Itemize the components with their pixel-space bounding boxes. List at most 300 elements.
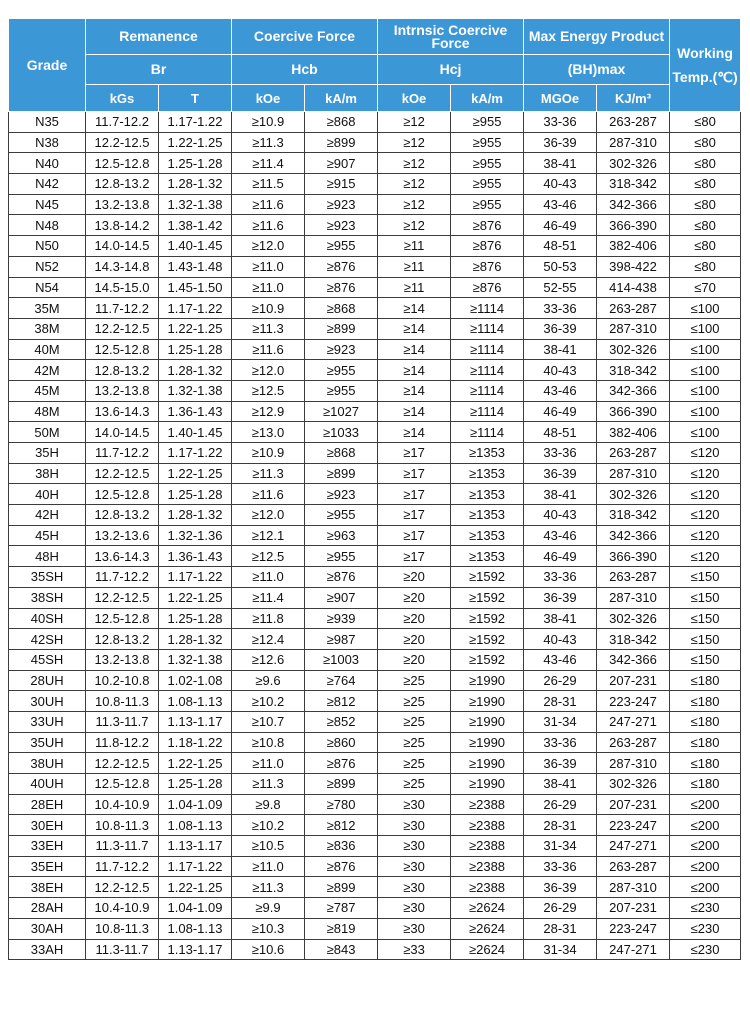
unit-kam-hcj-header: kA/m [451, 85, 524, 112]
working-temp-cell: ≤80 [670, 112, 741, 133]
hcj-kam-cell: ≥955 [451, 112, 524, 133]
bhmax-kjm3-cell: 287-310 [597, 753, 670, 774]
working-temp-cell: ≤80 [670, 132, 741, 153]
grade-cell: 40UH [9, 774, 86, 795]
hcb-koe-cell: ≥12.1 [232, 525, 305, 546]
br-t-cell: 1.22-1.25 [159, 587, 232, 608]
bhmax-mgoe-cell: 40-43 [524, 360, 597, 381]
table-row [9, 318, 741, 339]
br-kgs-cell: 13.6-14.3 [86, 401, 159, 422]
hcj-koe-cell: ≥14 [378, 318, 451, 339]
hcj-kam-cell: ≥955 [451, 153, 524, 174]
br-t-cell: 1.08-1.13 [159, 918, 232, 939]
bhmax-kjm3-cell: 302-326 [597, 484, 670, 505]
br-kgs-cell: 12.5-12.8 [86, 339, 159, 360]
hcj-koe-cell: ≥25 [378, 711, 451, 732]
br-kgs-cell: 11.7-12.2 [86, 112, 159, 133]
bhmax-kjm3-cell: 342-366 [597, 380, 670, 401]
bhmax-mgoe-cell: 36-39 [524, 587, 597, 608]
br-kgs-cell: 10.8-11.3 [86, 691, 159, 712]
table-row [9, 670, 741, 691]
table-row [9, 856, 741, 877]
hcb-koe-cell: ≥11.5 [232, 174, 305, 195]
bhmax-mgoe-cell: 38-41 [524, 608, 597, 629]
bhmax-kjm3-cell: 207-231 [597, 794, 670, 815]
bhmax-mgoe-cell: 26-29 [524, 670, 597, 691]
br-t-cell: 1.17-1.22 [159, 567, 232, 588]
grade-cell: N48 [9, 215, 86, 236]
table-row [9, 401, 741, 422]
table-row [9, 546, 741, 567]
bhmax-kjm3-cell: 318-342 [597, 174, 670, 195]
grade-cell: N38 [9, 132, 86, 153]
grade-cell: 33AH [9, 939, 86, 960]
hcj-koe-cell: ≥17 [378, 546, 451, 567]
bhmax-kjm3-cell: 302-326 [597, 339, 670, 360]
grade-header: Grade [9, 19, 86, 112]
working-temp-cell: ≤180 [670, 711, 741, 732]
hcb-kam-cell: ≥860 [305, 732, 378, 753]
grade-cell: 38SH [9, 587, 86, 608]
table-row [9, 422, 741, 443]
grade-cell: 42SH [9, 629, 86, 650]
br-t-cell: 1.28-1.32 [159, 505, 232, 526]
working-temp-cell: ≤230 [670, 898, 741, 919]
bhmax-kjm3-cell: 247-271 [597, 711, 670, 732]
br-kgs-cell: 12.8-13.2 [86, 505, 159, 526]
table-row [9, 939, 741, 960]
grade-cell: 42M [9, 360, 86, 381]
br-t-cell: 1.22-1.25 [159, 753, 232, 774]
bhmax-mgoe-cell: 38-41 [524, 484, 597, 505]
grade-cell: N42 [9, 174, 86, 195]
bhmax-kjm3-cell: 366-390 [597, 401, 670, 422]
hcb-kam-cell: ≥899 [305, 318, 378, 339]
br-t-cell: 1.25-1.28 [159, 339, 232, 360]
hcb-kam-cell: ≥955 [305, 236, 378, 257]
hcb-kam-cell: ≥923 [305, 339, 378, 360]
bhmax-mgoe-cell: 33-36 [524, 112, 597, 133]
hcb-koe-cell: ≥10.5 [232, 836, 305, 857]
table-row [9, 629, 741, 650]
hcj-kam-cell: ≥2388 [451, 794, 524, 815]
hcb-koe-cell: ≥11.4 [232, 153, 305, 174]
hcb-kam-cell: ≥955 [305, 505, 378, 526]
hcj-koe-cell: ≥20 [378, 649, 451, 670]
hcj-koe-cell: ≥17 [378, 463, 451, 484]
br-kgs-cell: 13.2-13.8 [86, 194, 159, 215]
bhmax-mgoe-cell: 40-43 [524, 629, 597, 650]
hcb-koe-cell: ≥12.9 [232, 401, 305, 422]
bhmax-kjm3-cell: 223-247 [597, 918, 670, 939]
grade-cell: 35UH [9, 732, 86, 753]
working-temp-cell: ≤120 [670, 484, 741, 505]
hcb-koe-cell: ≥12.5 [232, 380, 305, 401]
working-temp-cell: ≤100 [670, 422, 741, 443]
grade-cell: 38H [9, 463, 86, 484]
br-t-cell: 1.17-1.22 [159, 856, 232, 877]
table-row [9, 215, 741, 236]
bhmax-kjm3-cell: 287-310 [597, 877, 670, 898]
grade-cell: 38EH [9, 877, 86, 898]
bhmax-mgoe-cell: 38-41 [524, 774, 597, 795]
br-t-cell: 1.43-1.48 [159, 256, 232, 277]
hcb-kam-cell: ≥899 [305, 463, 378, 484]
hcj-kam-cell: ≥2624 [451, 898, 524, 919]
table-row [9, 794, 741, 815]
bhmax-mgoe-cell: 33-36 [524, 443, 597, 464]
hcb-kam-cell: ≥899 [305, 132, 378, 153]
grade-cell: 35SH [9, 567, 86, 588]
hcj-kam-cell: ≥1592 [451, 567, 524, 588]
hcb-koe-cell: ≥9.8 [232, 794, 305, 815]
bhmax-kjm3-cell: 207-231 [597, 898, 670, 919]
hcb-koe-cell: ≥11.3 [232, 877, 305, 898]
table-row [9, 505, 741, 526]
hcj-kam-cell: ≥1592 [451, 587, 524, 608]
br-kgs-cell: 14.0-14.5 [86, 422, 159, 443]
hcb-kam-cell: ≥1027 [305, 401, 378, 422]
br-t-cell: 1.36-1.43 [159, 401, 232, 422]
br-kgs-cell: 10.8-11.3 [86, 815, 159, 836]
hcb-koe-cell: ≥9.9 [232, 898, 305, 919]
working-temp-cell: ≤200 [670, 877, 741, 898]
bhmax-kjm3-cell: 366-390 [597, 215, 670, 236]
grade-cell: 30UH [9, 691, 86, 712]
table-row [9, 836, 741, 857]
bhmax-mgoe-cell: 26-29 [524, 794, 597, 815]
working-temp-cell: ≤180 [670, 670, 741, 691]
bhmax-mgoe-cell: 28-31 [524, 918, 597, 939]
table-row [9, 691, 741, 712]
bhmax-kjm3-cell: 263-287 [597, 443, 670, 464]
hcb-kam-cell: ≥955 [305, 546, 378, 567]
hcj-koe-cell: ≥30 [378, 918, 451, 939]
working-temp-cell: ≤150 [670, 567, 741, 588]
working-temp-header [670, 19, 741, 112]
table-row [9, 732, 741, 753]
br-kgs-cell: 10.4-10.9 [86, 794, 159, 815]
hcj-kam-cell: ≥876 [451, 236, 524, 257]
hcb-koe-cell: ≥11.3 [232, 318, 305, 339]
hcj-kam-cell: ≥955 [451, 132, 524, 153]
table-row [9, 608, 741, 629]
grade-cell: 28EH [9, 794, 86, 815]
bhmax-mgoe-cell: 33-36 [524, 567, 597, 588]
hcj-koe-cell: ≥30 [378, 877, 451, 898]
hcb-kam-cell: ≥915 [305, 174, 378, 195]
bhmax-kjm3-cell: 247-271 [597, 836, 670, 857]
bhmax-kjm3-cell: 302-326 [597, 608, 670, 629]
hcj-kam-cell: ≥1592 [451, 649, 524, 670]
hcj-kam-cell: ≥1353 [451, 463, 524, 484]
grade-cell: 40H [9, 484, 86, 505]
br-t-cell: 1.45-1.50 [159, 277, 232, 298]
hcj-kam-cell: ≥1353 [451, 546, 524, 567]
hcb-kam-cell: ≥780 [305, 794, 378, 815]
hcb-kam-cell: ≥876 [305, 256, 378, 277]
working-temp-cell: ≤200 [670, 836, 741, 857]
hcb-koe-cell: ≥12.4 [232, 629, 305, 650]
working-temp-cell: ≤80 [670, 256, 741, 277]
hcb-koe-cell: ≥11.3 [232, 132, 305, 153]
hcb-kam-cell: ≥939 [305, 608, 378, 629]
bhmax-kjm3-cell: 207-231 [597, 670, 670, 691]
hcj-kam-cell: ≥2388 [451, 815, 524, 836]
hcj-koe-cell: ≥11 [378, 236, 451, 257]
br-t-cell: 1.04-1.09 [159, 794, 232, 815]
unit-mgoe-header: MGOe [524, 85, 597, 112]
grade-cell: 35M [9, 298, 86, 319]
table-row [9, 298, 741, 319]
hcj-koe-cell: ≥25 [378, 691, 451, 712]
working-temp-line2: Temp.(℃) [672, 69, 738, 85]
bhmax-mgoe-cell: 40-43 [524, 505, 597, 526]
hcj-kam-cell: ≥1353 [451, 525, 524, 546]
br-t-cell: 1.18-1.22 [159, 732, 232, 753]
bhmax-kjm3-cell: 263-287 [597, 567, 670, 588]
hcj-kam-cell: ≥876 [451, 277, 524, 298]
hcj-kam-cell: ≥2388 [451, 836, 524, 857]
hcj-header: Hcj [378, 55, 524, 85]
bhmax-mgoe-cell: 26-29 [524, 898, 597, 919]
grade-cell: N35 [9, 112, 86, 133]
working-temp-cell: ≤150 [670, 608, 741, 629]
bhmax-kjm3-cell: 263-287 [597, 732, 670, 753]
hcb-kam-cell: ≥876 [305, 567, 378, 588]
hcj-kam-cell: ≥1114 [451, 401, 524, 422]
hcj-koe-cell: ≥12 [378, 215, 451, 236]
table-row [9, 153, 741, 174]
br-t-cell: 1.04-1.09 [159, 898, 232, 919]
grade-cell: 48M [9, 401, 86, 422]
grade-cell: N54 [9, 277, 86, 298]
hcj-koe-cell: ≥12 [378, 194, 451, 215]
table-row [9, 132, 741, 153]
hcb-kam-cell: ≥852 [305, 711, 378, 732]
bhmax-mgoe-cell: 31-34 [524, 711, 597, 732]
hcb-kam-cell: ≥876 [305, 856, 378, 877]
grade-cell: 33UH [9, 711, 86, 732]
br-t-cell: 1.28-1.32 [159, 629, 232, 650]
bhmax-kjm3-cell: 318-342 [597, 629, 670, 650]
hcb-koe-cell: ≥11.8 [232, 608, 305, 629]
br-t-cell: 1.38-1.42 [159, 215, 232, 236]
br-kgs-cell: 13.2-13.6 [86, 525, 159, 546]
hcj-kam-cell: ≥2388 [451, 877, 524, 898]
hcj-kam-cell: ≥1990 [451, 691, 524, 712]
table-row [9, 380, 741, 401]
hcb-koe-cell: ≥10.9 [232, 112, 305, 133]
br-t-cell: 1.25-1.28 [159, 608, 232, 629]
bhmax-kjm3-cell: 382-406 [597, 422, 670, 443]
hcb-kam-cell: ≥836 [305, 836, 378, 857]
grade-cell: 35EH [9, 856, 86, 877]
magnet-grade-table-container [8, 18, 740, 960]
hcb-koe-cell: ≥11.4 [232, 587, 305, 608]
hcj-koe-cell: ≥14 [378, 401, 451, 422]
br-t-cell: 1.28-1.32 [159, 360, 232, 381]
grade-cell: 30EH [9, 815, 86, 836]
hcb-koe-cell: ≥11.6 [232, 215, 305, 236]
hcb-kam-cell: ≥923 [305, 215, 378, 236]
hcb-kam-cell: ≥923 [305, 194, 378, 215]
grade-cell: 28AH [9, 898, 86, 919]
hcj-koe-cell: ≥12 [378, 153, 451, 174]
table-row [9, 877, 741, 898]
working-temp-cell: ≤120 [670, 443, 741, 464]
coercive-force-header: Coercive Force [232, 19, 378, 55]
grade-cell: 45SH [9, 649, 86, 670]
working-temp-cell: ≤230 [670, 939, 741, 960]
br-t-cell: 1.13-1.17 [159, 711, 232, 732]
br-t-cell: 1.32-1.36 [159, 525, 232, 546]
hcj-koe-cell: ≥14 [378, 360, 451, 381]
grade-cell: 45H [9, 525, 86, 546]
bhmax-mgoe-cell: 48-51 [524, 236, 597, 257]
br-kgs-cell: 11.7-12.2 [86, 443, 159, 464]
table-row [9, 753, 741, 774]
working-temp-cell: ≤80 [670, 215, 741, 236]
hcb-koe-cell: ≥11.3 [232, 463, 305, 484]
bhmax-mgoe-cell: 50-53 [524, 256, 597, 277]
working-temp-line1: Working [677, 45, 733, 61]
bhmax-mgoe-cell: 46-49 [524, 401, 597, 422]
working-temp-cell: ≤180 [670, 753, 741, 774]
br-t-cell: 1.17-1.22 [159, 298, 232, 319]
bhmax-kjm3-cell: 318-342 [597, 505, 670, 526]
hcj-kam-cell: ≥1114 [451, 422, 524, 443]
working-temp-cell: ≤100 [670, 360, 741, 381]
hcj-kam-cell: ≥2624 [451, 918, 524, 939]
working-temp-cell: ≤100 [670, 401, 741, 422]
hcb-koe-cell: ≥10.9 [232, 298, 305, 319]
bhmax-mgoe-cell: 43-46 [524, 380, 597, 401]
grade-cell: 38M [9, 318, 86, 339]
grade-cell: 28UH [9, 670, 86, 691]
hcb-koe-cell: ≥10.9 [232, 443, 305, 464]
table-row [9, 463, 741, 484]
hcb-kam-cell: ≥1003 [305, 649, 378, 670]
working-temp-cell: ≤120 [670, 463, 741, 484]
hcb-koe-cell: ≥10.8 [232, 732, 305, 753]
bhmax-kjm3-cell: 342-366 [597, 194, 670, 215]
hcj-kam-cell: ≥1114 [451, 360, 524, 381]
bhmax-mgoe-cell: 46-49 [524, 546, 597, 567]
bhmax-kjm3-cell: 318-342 [597, 360, 670, 381]
hcb-koe-cell: ≥12.0 [232, 236, 305, 257]
table-row [9, 236, 741, 257]
bhmax-mgoe-cell: 28-31 [524, 691, 597, 712]
br-t-cell: 1.32-1.38 [159, 194, 232, 215]
hcj-koe-cell: ≥14 [378, 339, 451, 360]
table-row [9, 339, 741, 360]
hcb-koe-cell: ≥11.6 [232, 484, 305, 505]
hcb-kam-cell: ≥899 [305, 774, 378, 795]
hcj-kam-cell: ≥1592 [451, 608, 524, 629]
br-kgs-cell: 14.0-14.5 [86, 236, 159, 257]
br-kgs-cell: 11.7-12.2 [86, 856, 159, 877]
br-kgs-cell: 12.5-12.8 [86, 774, 159, 795]
hcj-koe-cell: ≥14 [378, 298, 451, 319]
table-row [9, 484, 741, 505]
table-row [9, 256, 741, 277]
hcb-kam-cell: ≥819 [305, 918, 378, 939]
br-t-cell: 1.32-1.38 [159, 380, 232, 401]
hcj-kam-cell: ≥955 [451, 174, 524, 195]
hcj-kam-cell: ≥1114 [451, 318, 524, 339]
br-kgs-cell: 12.8-13.2 [86, 174, 159, 195]
hcj-koe-cell: ≥17 [378, 525, 451, 546]
hcb-koe-cell: ≥9.6 [232, 670, 305, 691]
hcj-kam-cell: ≥2388 [451, 856, 524, 877]
bhmax-mgoe-cell: 36-39 [524, 463, 597, 484]
br-kgs-cell: 12.8-13.2 [86, 629, 159, 650]
hcb-koe-cell: ≥11.0 [232, 856, 305, 877]
hcj-koe-cell: ≥30 [378, 794, 451, 815]
hcj-koe-cell: ≥25 [378, 753, 451, 774]
magnet-grade-table [8, 18, 741, 960]
bhmax-mgoe-cell: 46-49 [524, 215, 597, 236]
bhmax-mgoe-cell: 52-55 [524, 277, 597, 298]
br-kgs-cell: 13.8-14.2 [86, 215, 159, 236]
br-t-cell: 1.40-1.45 [159, 236, 232, 257]
working-temp-cell: ≤150 [670, 629, 741, 650]
working-temp-cell: ≤150 [670, 587, 741, 608]
br-kgs-cell: 11.7-12.2 [86, 298, 159, 319]
table-row [9, 194, 741, 215]
table-row [9, 898, 741, 919]
grade-cell: 40M [9, 339, 86, 360]
bhmax-mgoe-cell: 38-41 [524, 339, 597, 360]
bhmax-mgoe-cell: 33-36 [524, 856, 597, 877]
bhmax-kjm3-cell: 366-390 [597, 546, 670, 567]
unit-kam-hcb-header: kA/m [305, 85, 378, 112]
hcb-kam-cell: ≥876 [305, 277, 378, 298]
table-body [9, 112, 741, 960]
hcb-koe-cell: ≥13.0 [232, 422, 305, 443]
br-t-cell: 1.08-1.13 [159, 815, 232, 836]
br-t-cell: 1.22-1.25 [159, 132, 232, 153]
br-kgs-cell: 10.8-11.3 [86, 918, 159, 939]
hcj-kam-cell: ≥876 [451, 215, 524, 236]
br-t-cell: 1.22-1.25 [159, 463, 232, 484]
br-kgs-cell: 13.2-13.8 [86, 380, 159, 401]
hcj-kam-cell: ≥1353 [451, 443, 524, 464]
hcj-koe-cell: ≥17 [378, 484, 451, 505]
bhmax-mgoe-cell: 33-36 [524, 732, 597, 753]
hcb-kam-cell: ≥1033 [305, 422, 378, 443]
remanence-header: Remanence [86, 19, 232, 55]
grade-cell: 50M [9, 422, 86, 443]
hcb-koe-cell: ≥11.0 [232, 567, 305, 588]
hcj-kam-cell: ≥1114 [451, 339, 524, 360]
br-kgs-cell: 11.3-11.7 [86, 711, 159, 732]
working-temp-cell: ≤200 [670, 856, 741, 877]
hcj-kam-cell: ≥1990 [451, 670, 524, 691]
bhmax-kjm3-cell: 302-326 [597, 153, 670, 174]
hcj-kam-cell: ≥1990 [451, 753, 524, 774]
table-row [9, 918, 741, 939]
hcb-kam-cell: ≥843 [305, 939, 378, 960]
hcb-koe-cell: ≥10.2 [232, 815, 305, 836]
hcj-koe-cell: ≥30 [378, 815, 451, 836]
br-t-cell: 1.22-1.25 [159, 877, 232, 898]
unit-koe-hcb-header: kOe [232, 85, 305, 112]
br-t-cell: 1.17-1.22 [159, 112, 232, 133]
table-row [9, 587, 741, 608]
br-kgs-cell: 12.2-12.5 [86, 587, 159, 608]
